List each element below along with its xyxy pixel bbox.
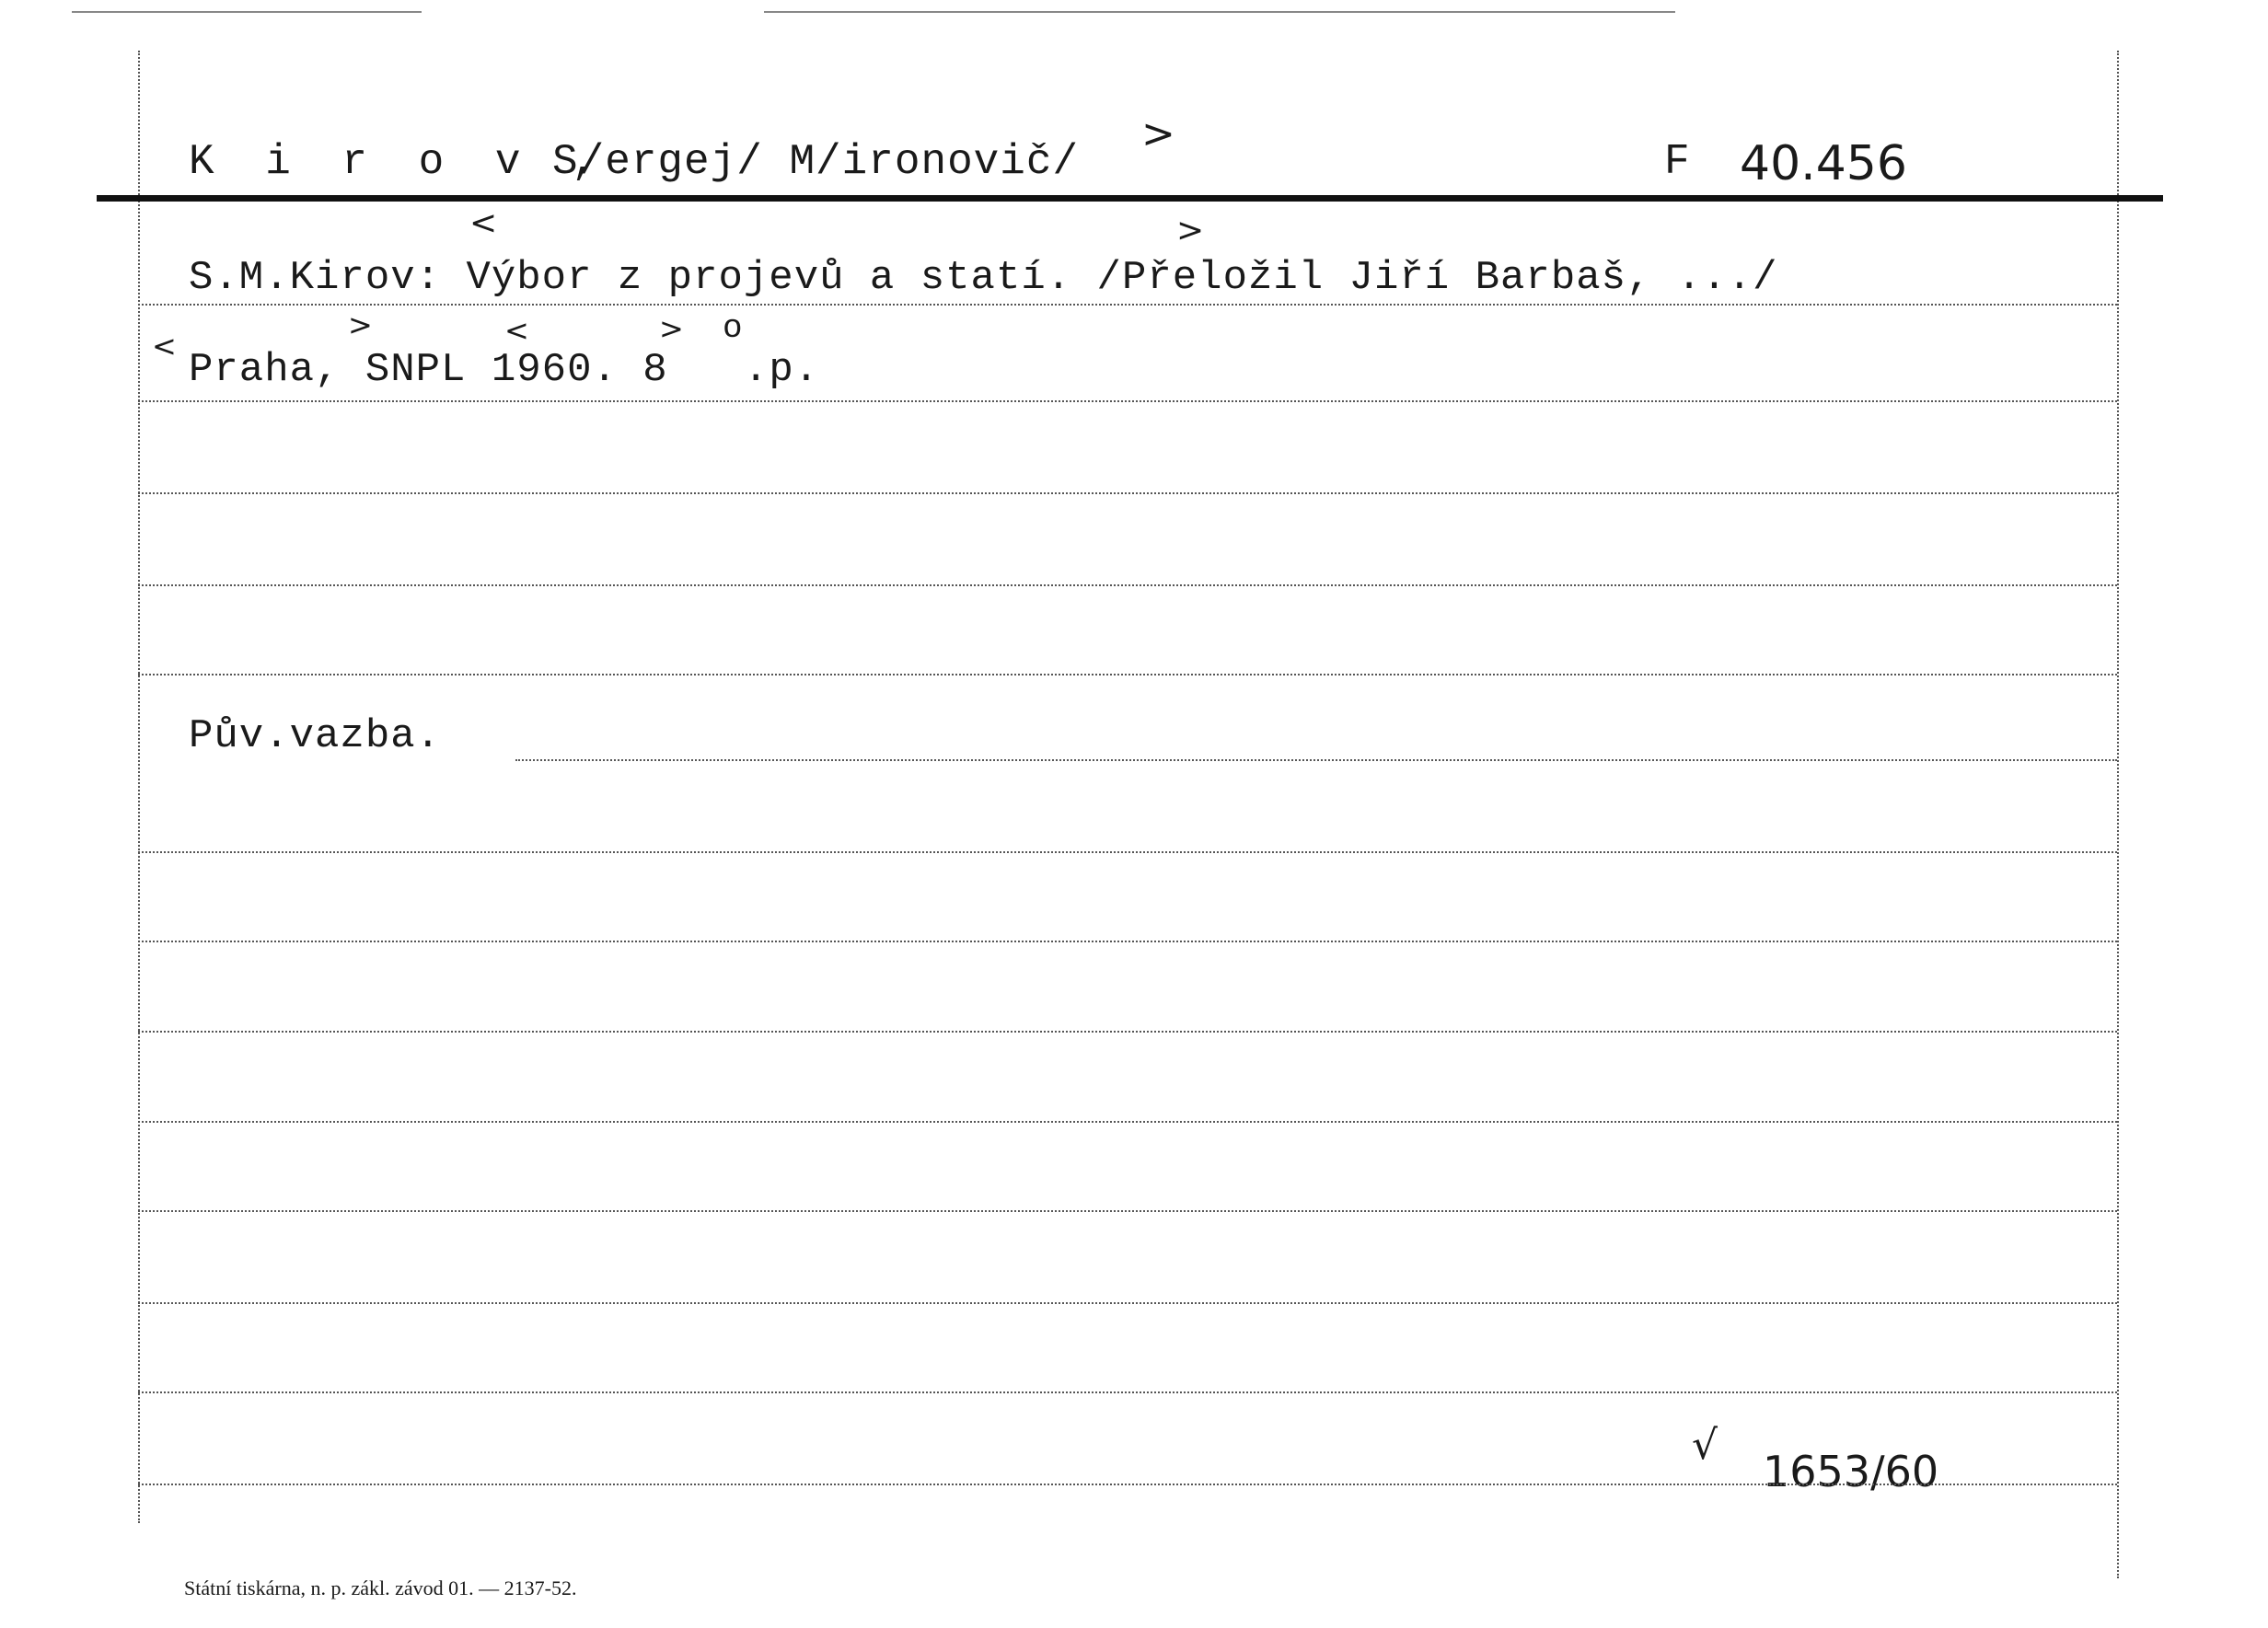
note: Pův.vazba. [189,713,442,759]
ruled-line-3 [138,492,2117,494]
lt-mark-3: < [504,313,529,348]
imprint-text: Praha, SNPL 1960. 8 [189,347,668,393]
lt-mark-2: < [152,329,177,364]
title-line: S.M.Kirov: Výbor z projevů a statí. /Přeložil Jiří Barbaš, .../ [189,255,1778,301]
shelfmark-number: 40.456 [1740,136,1907,191]
ruled-line-5 [138,674,2117,675]
top-edge-left [72,11,422,13]
ruled-line-2 [138,400,2117,402]
printer-line: Státní tiskárna, n. p. zákl. závod 01. — 2137-52. [184,1576,577,1599]
gt-mark-1: > [1141,110,1175,157]
gt-mark-2: > [1176,212,1205,249]
top-edge-right [764,11,1675,13]
check-mark: √ [1692,1422,1718,1469]
ruled-line-6 [515,759,2117,761]
author-names: S/ergej/ M/ironovič/ [552,138,1080,186]
ruled-line-9 [138,1031,2117,1033]
right-margin-line [2117,51,2119,1578]
ruled-line-13 [138,1391,2117,1393]
gt-mark-3: > [348,307,373,342]
ruled-line-11 [138,1210,2117,1212]
ruled-line-7 [138,851,2117,853]
heading-rule [97,195,2163,202]
ruled-line-14 [138,1484,2117,1485]
author-spaced: K i r o v , [189,138,610,186]
imprint-superscript: o [723,309,744,347]
lt-mark-1: < [469,204,498,242]
shelfmark-prefix: F [1664,138,1691,186]
accession-number: 1653/60 [1763,1447,1939,1496]
ruled-line-12 [138,1302,2117,1304]
imprint-suffix: .p. [744,347,820,393]
gt-mark-4: > [659,311,684,346]
ruled-line-8 [138,941,2117,942]
ruled-line-1 [138,304,2117,306]
ruled-line-10 [138,1121,2117,1123]
ruled-line-4 [138,584,2117,586]
